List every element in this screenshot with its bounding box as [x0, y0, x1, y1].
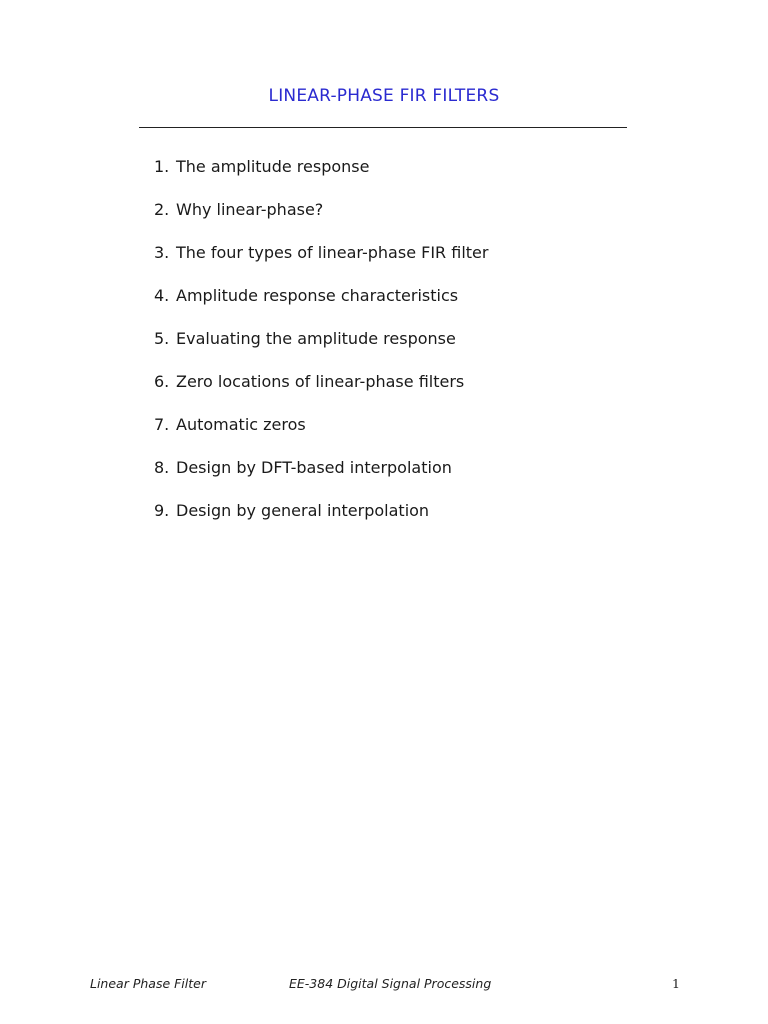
list-item — [154, 285, 488, 328]
list-item-label: The amplitude response — [176, 157, 370, 176]
list-item — [154, 414, 488, 457]
list-item-label: Design by DFT-based interpolation — [176, 458, 452, 477]
list-item-label: Evaluating the amplitude response — [176, 329, 456, 348]
list-item — [154, 457, 488, 500]
page-number: 1 — [672, 976, 680, 991]
list-item-number: 3. — [154, 243, 170, 262]
list-item-label: Amplitude response characteristics — [176, 286, 459, 305]
list-item-number: 2. — [154, 200, 170, 219]
page-title: LINEAR-PHASE FIR FILTERS — [268, 86, 500, 106]
list-item-number: 5. — [154, 329, 170, 348]
footer-left-text: Linear Phase Filter — [90, 976, 206, 991]
list-item — [154, 199, 488, 242]
list-item — [154, 500, 488, 543]
footer-course-title: EE-384 Digital Signal Processing — [289, 976, 492, 991]
list-item — [154, 242, 488, 285]
list-item — [154, 328, 488, 371]
list-item-number: 6. — [154, 372, 170, 391]
title-divider — [139, 127, 627, 128]
list-item — [154, 371, 488, 414]
list-item-number: 7. — [154, 415, 170, 434]
list-item — [154, 156, 488, 199]
list-item-number: 8. — [154, 458, 170, 477]
list-item-label: Automatic zeros — [176, 415, 306, 434]
list-item-number: 9. — [154, 501, 170, 520]
list-item-label: The four types of linear-phase FIR filter — [176, 243, 489, 262]
list-item-label: Zero locations of linear-phase filters — [176, 372, 465, 391]
list-item-number: 4. — [154, 286, 170, 305]
topic-list — [154, 156, 488, 543]
list-item-label: Design by general interpolation — [176, 501, 430, 520]
list-item-label: Why linear-phase? — [176, 200, 324, 219]
list-item-number: 1. — [154, 157, 170, 176]
